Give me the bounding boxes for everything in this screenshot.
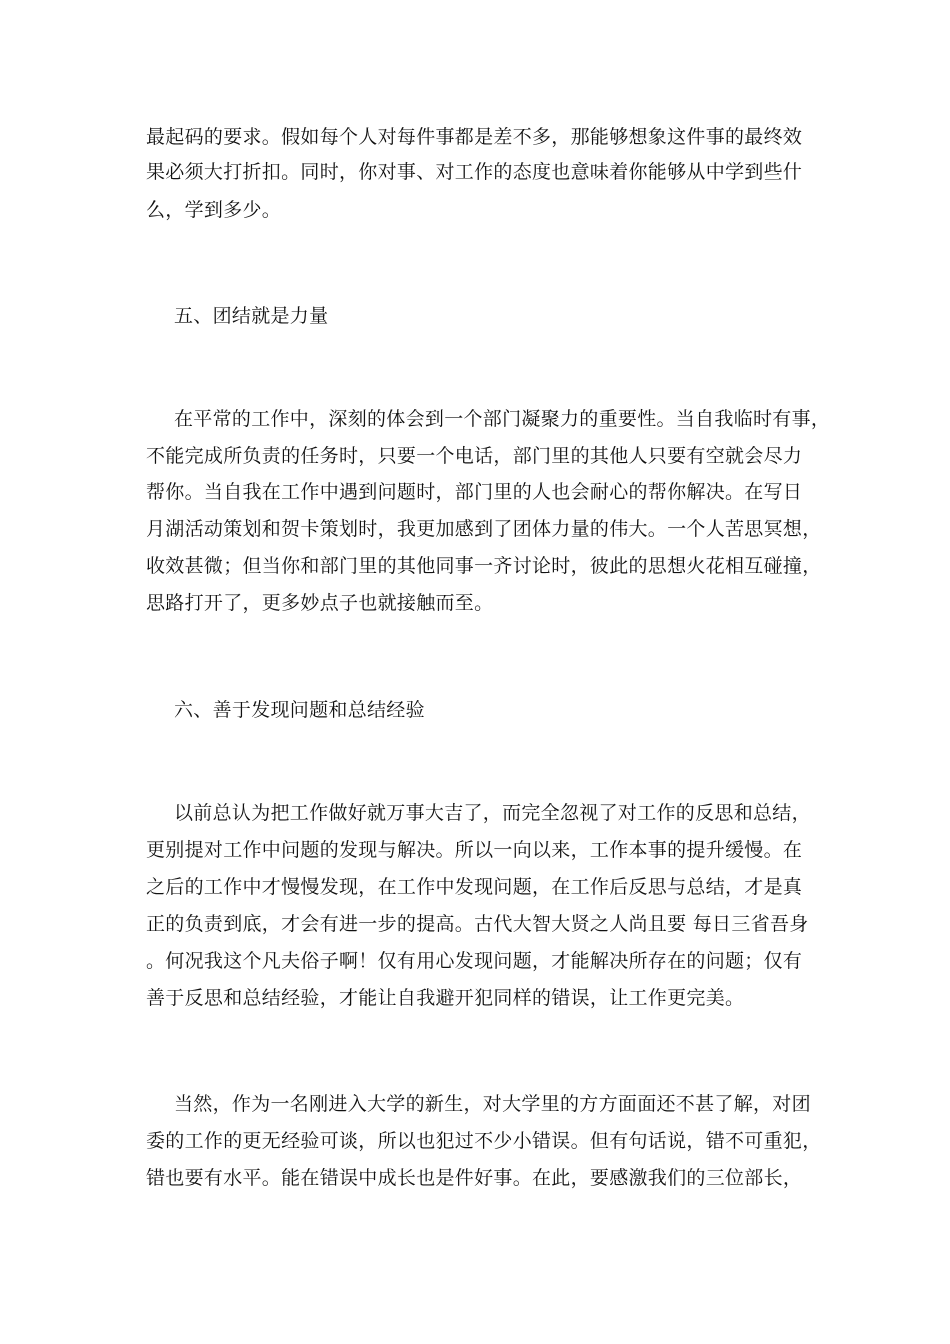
section-heading: 六、善于发现问题和总结经验 xyxy=(174,699,425,721)
paragraph-line: 。何况我这个凡夫俗子啊！仅有用心发现问题，才能解决所存在的问题；仅有 xyxy=(146,950,803,972)
paragraph-line: 正的负责到底，才会有进一步的提高。古代大智大贤之人尚且要 每日三省吾身 xyxy=(146,913,809,935)
paragraph-line: 不能完成所负责的任务时，只要一个电话，部门里的其他人只要有空就会尽力 xyxy=(146,445,803,467)
paragraph-line: 在平常的工作中，深刻的体会到一个部门凝聚力的重要性。当自我临时有事， xyxy=(174,408,831,430)
paragraph-line: 思路打开了，更多妙点子也就接触而至。 xyxy=(146,592,494,614)
section-heading: 五、团结就是力量 xyxy=(174,305,329,327)
paragraph-line: 之后的工作中才慢慢发现，在工作中发现问题，在工作后反思与总结，才是真 xyxy=(146,876,803,898)
paragraph-line: 么，学到多少。 xyxy=(146,199,282,221)
paragraph-line: 月湖活动策划和贺卡策划时，我更加感到了团体力量的伟大。一个人苦思冥想， xyxy=(146,518,822,540)
paragraph-line: 收效甚微；但当你和部门里的其他同事一齐讨论时，彼此的思想火花相互碰撞， xyxy=(146,555,822,577)
paragraph-line: 错也要有水平。能在错误中成长也是件好事。在此，要感激我们的三位部长， xyxy=(146,1167,803,1189)
paragraph-line: 最起码的要求。假如每个人对每件事都是差不多，那能够想象这件事的最终效 xyxy=(146,126,803,148)
paragraph-line: 委的工作的更无经验可谈，所以也犯过不少小错误。但有句话说，错不可重犯， xyxy=(146,1130,822,1152)
paragraph-line: 当然，作为一名刚进入大学的新生，对大学里的方方面面还不甚了解，对团 xyxy=(174,1093,811,1115)
paragraph-line: 善于反思和总结经验，才能让自我避开犯同样的错误，让工作更完美。 xyxy=(146,987,745,1009)
paragraph-line: 以前总认为把工作做好就万事大吉了，而完全忽视了对工作的反思和总结， xyxy=(174,802,811,824)
paragraph-line: 果必须大打折扣。同时，你对事、对工作的态度也意味着你能够从中学到些什 xyxy=(146,161,803,183)
paragraph-line: 帮你。当自我在工作中遇到问题时，部门里的人也会耐心的帮你解决。在写日 xyxy=(146,481,803,503)
paragraph-line: 更别提对工作中问题的发现与解决。所以一向以来，工作本事的提升缓慢。在 xyxy=(146,839,803,861)
